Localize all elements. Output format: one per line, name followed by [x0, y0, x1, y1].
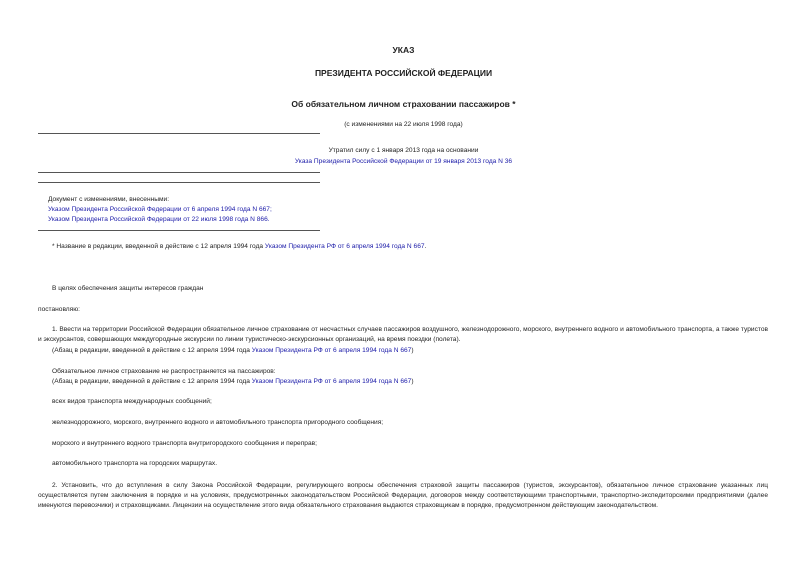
exclusion-item: всех видов транспорта международных сообщений; [52, 398, 212, 405]
divider [38, 133, 320, 134]
lost-force-link[interactable]: Указа Президента Российской Федерации от 19 января 2013 года N 36 [294, 158, 513, 165]
change-link-1[interactable]: Указом Президента Российской Федерации от 6 апреля 1994 года N 667; [48, 206, 272, 213]
divider [38, 230, 320, 231]
exclusion-item: автомобильного транспорта на городских маршрутах. [52, 460, 218, 467]
exclusion-item: железнодорожного, морского, внутреннего водного и автомобильного транспорта пригородного сообщения; [52, 419, 384, 426]
decree-title: УКАЗ [392, 45, 415, 55]
change-link-2[interactable]: Указом Президента Российской Федерации от 22 июля 1998 года N 866. [48, 216, 270, 223]
document-title: Об обязательном личном страховании пассажиров * [291, 99, 516, 109]
paragraph-2-note: (Абзац в редакции, введенной в действие с 12 апреля 1994 года Указом Президента РФ от 6 апреля 1994 года N 667) [52, 378, 414, 385]
p1-note-link[interactable]: Указом Президента РФ от 6 апреля 1994 года N 667 [251, 347, 412, 354]
divider [38, 172, 320, 173]
footnote-link[interactable]: Указом Президента РФ от 6 апреля 1994 года N 667 [264, 243, 425, 250]
lost-force-note: Утратил силу с 1 января 2013 года на основании [328, 147, 479, 154]
exclusion-item: морского и внутреннего водного транспорта внутригородского сообщения и переправ; [52, 440, 317, 447]
paragraph-2: Обязательное личное страхование не распространяется на пассажиров: [52, 368, 276, 375]
preamble: В целях обеспечения защиты интересов граждан [52, 285, 204, 292]
changes-intro: Документ с изменениями, внесенными: [48, 196, 170, 203]
paragraph-1: 1. Ввести на территории Российской Федерации обязательное личное страхование от несчастных случаев пассажиров воздушного, железнодорожного, морского, внутреннего водного и автомобильного транспорта, а также туристов и экскурсантов, совершающих междугородные экскурсии по линии туристическо-экскурсионных организаций, на время поездки (полета). [38, 326, 768, 343]
footnote: * Название в редакции, введенной в действие с 12 апреля 1994 года Указом Президента РФ от 6 апреля 1994 года N 667. [52, 243, 427, 250]
amendments-note: (с изменениями на 22 июля 1998 года) [344, 121, 463, 128]
divider [38, 182, 320, 183]
paragraph-1-note: (Абзац в редакции, введенной в действие с 12 апреля 1994 года Указом Президента РФ от 6 апреля 1994 года N 667) [52, 347, 414, 354]
decree-issuer: ПРЕЗИДЕНТА РОССИЙСКОЙ ФЕДЕРАЦИИ [314, 68, 493, 78]
decree-word: постановляю: [38, 306, 81, 313]
p2-note-link[interactable]: Указом Президента РФ от 6 апреля 1994 года N 667 [251, 378, 412, 385]
paragraph-3: 2. Установить, что до вступления в силу Закона Российской Федерации, регулирующего вопросы обеспечения страховой защиты пассажиров (туристов, экскурсантов), обязательное личное страхование указанных лиц осуществляется путем заключения в порядке и на условиях, предусмотренных законодательством Российской Федерации, договоров между соответствующими транспортными, транспортно-экспедиторскими предприятиями (далее именуются перевозчики) и страховщиками. Лицензии на осуществление этого вида обязательного страхования выдаются страховщикам в порядке, предусмотренном действующим законодательством. [38, 482, 768, 509]
